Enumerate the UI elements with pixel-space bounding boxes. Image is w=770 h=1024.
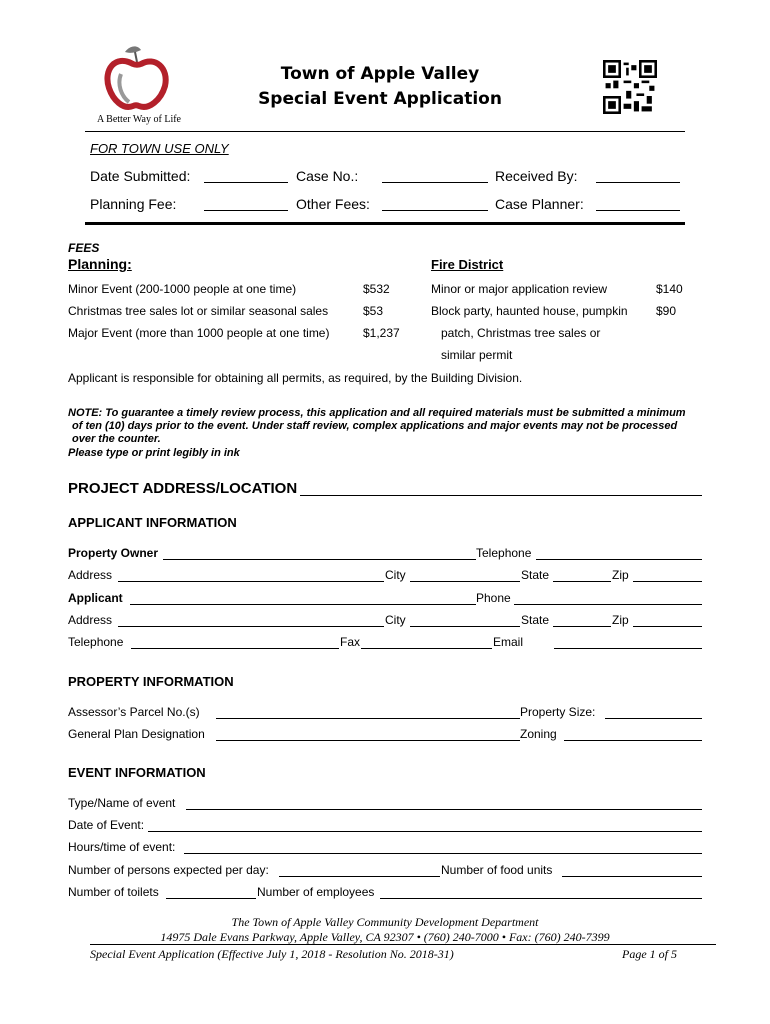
planning-fee-amount: $1,237 [363, 326, 400, 340]
page-title-line2: Special Event Application [258, 89, 502, 109]
owner-telephone-label: Telephone [476, 546, 532, 560]
fees-heading: FEES [68, 241, 100, 255]
property-owner-label: Property Owner [68, 546, 159, 560]
note-line: of ten (10) days prior to the event. Under staff review, complex applications and major events may not be processed [72, 420, 678, 432]
parcel-label: Assessor’s Parcel No.(s) [68, 705, 200, 719]
applicant-heading: APPLICANT INFORMATION [68, 515, 237, 530]
general-plan-field[interactable] [216, 740, 520, 741]
applicant-zip-field[interactable] [633, 626, 702, 627]
applicant-fax-label: Fax [340, 635, 361, 649]
note-line: Please type or print legibly in ink [68, 447, 240, 459]
planning-fee-item: Major Event (more than 1000 people at one time) [68, 326, 330, 340]
owner-state-label: State [521, 568, 550, 582]
case-planner-label: Case Planner: [495, 196, 584, 212]
footer-form-name: Special Event Application (Effective July 1, 2018 - Resolution No. 2018-31) [90, 947, 454, 961]
footer-address: 14975 Dale Evans Parkway, Apple Valley, CA 92307 • (760) 240-7000 • Fax: (760) 240-7399 [160, 930, 610, 944]
project-address-field[interactable] [300, 495, 702, 496]
planning-fee-amount: $532 [363, 282, 390, 296]
planning-fee-item: Christmas tree sales lot or similar seasonal sales [68, 304, 329, 318]
logo-tagline: A Better Way of Life [97, 114, 181, 125]
other-fees-field[interactable] [382, 210, 488, 211]
planning-fee-field[interactable] [204, 210, 288, 211]
applicant-state-field[interactable] [553, 626, 611, 627]
event-date-field[interactable] [148, 831, 702, 832]
case-no-field[interactable] [382, 182, 488, 183]
planning-fee-amount: $53 [363, 304, 384, 318]
owner-city-label: City [385, 568, 406, 582]
property-heading: PROPERTY INFORMATION [68, 674, 234, 689]
applicant-label: Applicant [68, 591, 123, 605]
owner-city-field[interactable] [410, 581, 520, 582]
date-submitted-field[interactable] [204, 182, 288, 183]
footer-divider [90, 944, 716, 945]
event-hours-field[interactable] [184, 853, 702, 854]
received-by-label: Received By: [495, 168, 578, 184]
persons-field[interactable] [279, 876, 440, 877]
project-address-label: PROJECT ADDRESS/LOCATION [68, 480, 298, 497]
received-by-field[interactable] [596, 182, 680, 183]
page-title-line1: Town of Apple Valley [280, 64, 480, 84]
applicant-phone-field[interactable] [514, 604, 702, 605]
planning-fee-label: Planning Fee: [90, 196, 177, 212]
owner-telephone-field[interactable] [536, 559, 702, 560]
applicant-telephone-field[interactable] [131, 648, 339, 649]
applicant-telephone-label: Telephone [68, 635, 124, 649]
fire-district-heading: Fire District [431, 257, 504, 272]
apple-icon [95, 40, 185, 115]
persons-label: Number of persons expected per day: [68, 863, 269, 877]
zoning-field[interactable] [564, 740, 702, 741]
permits-note: Applicant is responsible for obtaining all permits, as required, by the Building Division. [68, 371, 523, 385]
applicant-fax-field[interactable] [361, 648, 492, 649]
note-line: NOTE: To guarantee a timely review process, this application and all required materials must be submitted a minimum [68, 407, 686, 419]
applicant-address-field[interactable] [118, 626, 384, 627]
fire-fee-item-cont: patch, Christmas tree sales or [441, 326, 601, 340]
toilets-label: Number of toilets [68, 885, 159, 899]
event-hours-label: Hours/time of event: [68, 840, 176, 854]
fire-fee-amount: $140 [656, 282, 683, 296]
property-size-label: Property Size: [520, 705, 596, 719]
case-planner-field[interactable] [596, 210, 680, 211]
fire-fee-item-cont: similar permit [441, 348, 513, 362]
property-size-field[interactable] [605, 718, 702, 719]
applicant-email-field[interactable] [554, 648, 702, 649]
date-submitted-label: Date Submitted: [90, 168, 191, 184]
case-no-label: Case No.: [296, 168, 359, 184]
applicant-city-field[interactable] [410, 626, 520, 627]
header-divider [85, 131, 685, 132]
owner-zip-label: Zip [612, 568, 629, 582]
property-owner-field[interactable] [163, 559, 476, 560]
event-type-label: Type/Name of event [68, 796, 176, 810]
planning-fee-item: Minor Event (200-1000 people at one time) [68, 282, 297, 296]
other-fees-label: Other Fees: [296, 196, 370, 212]
employees-label: Number of employees [257, 885, 375, 899]
owner-state-field[interactable] [553, 581, 611, 582]
office-use-divider [85, 222, 685, 225]
applicant-field[interactable] [130, 604, 476, 605]
footer-dept: The Town of Apple Valley Community Development Department [231, 915, 539, 929]
event-date-label: Date of Event: [68, 818, 145, 832]
owner-zip-field[interactable] [633, 581, 702, 582]
event-type-field[interactable] [186, 809, 702, 810]
note-line: over the counter. [72, 433, 161, 445]
planning-fees-heading: Planning: [68, 256, 132, 272]
footer-page-number: Page 1 of 5 [622, 947, 677, 961]
owner-address-label: Address [68, 568, 113, 582]
employees-field[interactable] [380, 898, 702, 899]
fire-fee-item: Block party, haunted house, pumpkin [431, 304, 628, 318]
parcel-field[interactable] [216, 718, 520, 719]
applicant-phone-label: Phone [476, 591, 511, 605]
general-plan-label: General Plan Designation [68, 727, 205, 741]
owner-address-field[interactable] [118, 581, 384, 582]
applicant-city-label: City [385, 613, 406, 627]
food-units-label: Number of food units [441, 863, 553, 877]
event-heading: EVENT INFORMATION [68, 765, 206, 780]
fire-fee-item: Minor or major application review [431, 282, 608, 296]
applicant-email-label: Email [493, 635, 524, 649]
fire-fee-amount: $90 [656, 304, 677, 318]
applicant-zip-label: Zip [612, 613, 629, 627]
office-use-heading: FOR TOWN USE ONLY [90, 141, 229, 156]
apple-valley-logo [95, 40, 185, 130]
toilets-field[interactable] [166, 898, 256, 899]
applicant-state-label: State [521, 613, 550, 627]
food-units-field[interactable] [562, 876, 702, 877]
zoning-label: Zoning [520, 727, 557, 741]
qr-code-icon [603, 60, 657, 114]
applicant-address-label: Address [68, 613, 113, 627]
